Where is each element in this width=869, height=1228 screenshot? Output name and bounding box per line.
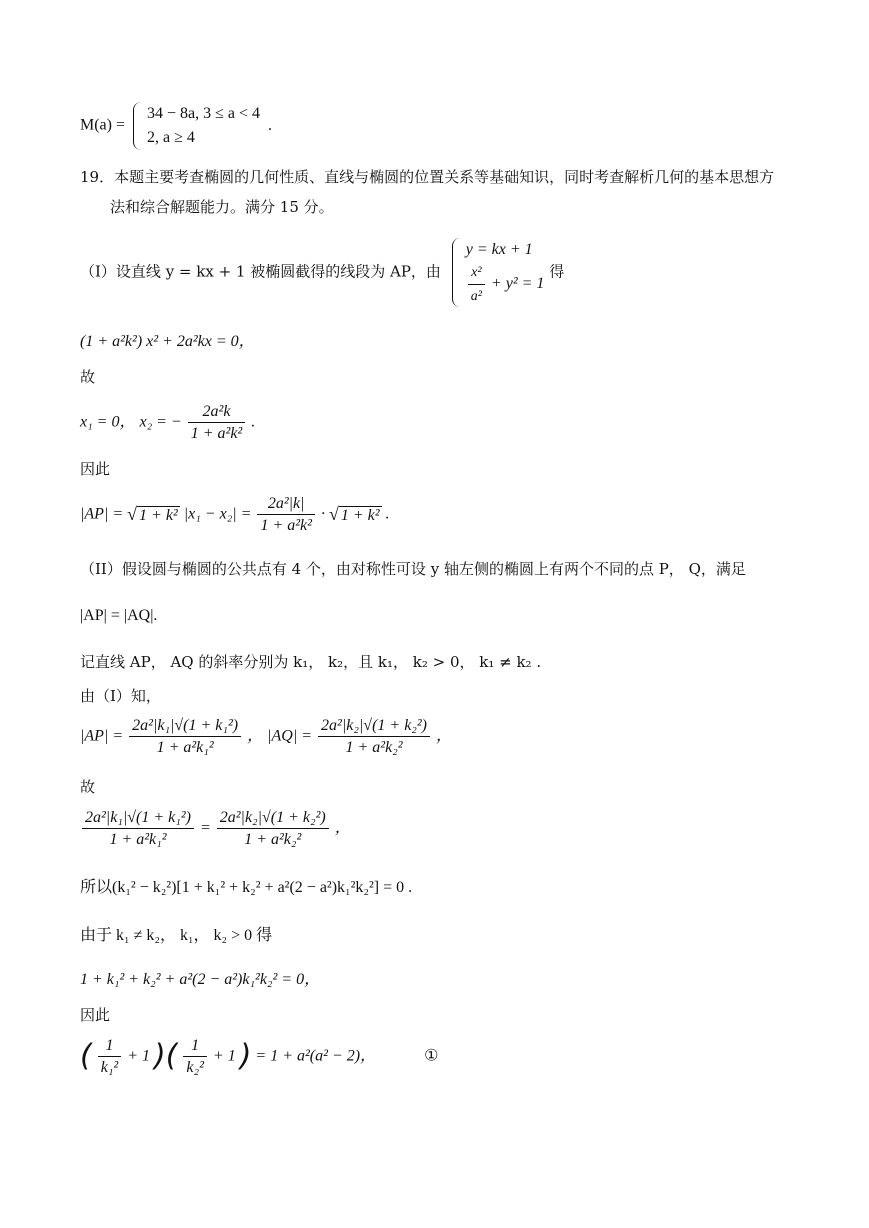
yinci-1: 因此 bbox=[80, 460, 111, 478]
m-case2: 2, a ≥ 4 bbox=[147, 129, 195, 146]
eq8: 由于 k₁ ≠ k₂， k₁， k₂ > 0 得 bbox=[80, 927, 273, 944]
q19-line2: 法和综合解题能力。满分 15 分。 bbox=[110, 198, 334, 216]
eq3-end: . bbox=[385, 505, 390, 523]
gu-1: 故 bbox=[80, 368, 96, 386]
eq10: ( $\frac{1}{\text{k₁²}}$ + 1 )( $\frac{1}{\text{k₂²}}$ + 1 ) = 1 + a²(a² − 2)， ① bbox=[80, 1037, 439, 1077]
eq10-num1: 1 bbox=[98, 1036, 121, 1057]
eq10-plus2: + 1 bbox=[212, 1047, 236, 1065]
line-k: 记直线 AP， AQ 的斜率分别为 k₁， k₂，且 k₁， k₂ > 0， k₁ ≠ k₂ . bbox=[80, 653, 542, 671]
eq2-end: . bbox=[251, 413, 256, 431]
eq6-mid: = bbox=[199, 819, 211, 837]
eq4: |AP| = |AQ|. bbox=[80, 607, 158, 624]
eq3: |AP| = √ 1 + k² |x₁ − x₂| = $\frac{\text{2a²|k|}}{\text{1 + a²k²}}$ · √ 1 + k² . bbox=[80, 495, 390, 535]
m-tail: . bbox=[268, 116, 273, 134]
eq5-num1: 2a²|k₁|√(1 + k₁²) bbox=[129, 716, 241, 737]
eq10-num2: 1 bbox=[183, 1036, 206, 1057]
eq6 bbox=[80, 808, 351, 849]
eq10-den2: k₂² bbox=[186, 1059, 204, 1077]
eq10-den1: k₁² bbox=[100, 1059, 119, 1077]
eq2 bbox=[80, 402, 255, 443]
eq5-num2: 2a²|k₂|√(1 + k₂²) bbox=[318, 716, 430, 737]
eq3-den: 1 + a²k² bbox=[260, 517, 312, 535]
eq7: 所以(k₁² − k₂²)[1 + k₁² + k₂² + a²(2 − a²)k₁²k₂²] = 0 . bbox=[80, 879, 413, 896]
part2-text: （II）假设圆与椭圆的公共点有 4 个，由对称性可设 y 轴左侧的椭圆上有两个不同的点 P， Q，满足 bbox=[80, 560, 746, 578]
yinci-2: 因此 bbox=[80, 1006, 111, 1024]
part1-system: y = kx + 1 $\frac{\text{x²}}{\text{a²}}$ + y² = 1 bbox=[452, 238, 545, 307]
eq6-den2: 1 + a²k₂² bbox=[244, 831, 302, 849]
eq3-dot: · bbox=[320, 505, 329, 523]
eq6-end: ， bbox=[334, 819, 351, 837]
piecewise-m-a bbox=[80, 102, 272, 150]
eq3-num: 2a²|k| bbox=[257, 494, 315, 515]
q19-paragraph bbox=[80, 162, 799, 222]
eq3-rad: 1 + k² bbox=[139, 506, 178, 524]
part1-row bbox=[80, 238, 564, 307]
eq5-den2: 1 + a²k₂² bbox=[345, 739, 403, 757]
eq6-num1: 2a²|k₁|√(1 + k₁²) bbox=[82, 808, 194, 829]
eq2-num: 2a²k bbox=[188, 402, 246, 423]
m-lhs: M(a) = bbox=[80, 116, 126, 134]
eq2-lhs: x₁ = 0， x₂ = − bbox=[80, 413, 182, 431]
gu-2: 故 bbox=[80, 778, 96, 796]
eq2-den: 1 + a²k² bbox=[190, 425, 243, 443]
eq6-num2: 2a²|k₂|√(1 + k₂²) bbox=[217, 808, 329, 829]
eq3-rad2: 1 + k² bbox=[340, 506, 380, 524]
part1-get: 得 bbox=[549, 262, 565, 281]
q19-line1: 19．本题主要考查椭圆的几何性质、直线与椭圆的位置关系等基础知识，同时考查解析几何的基本思想方 bbox=[80, 168, 775, 186]
part1-sys-line1: y = kx + 1 bbox=[465, 241, 533, 258]
eq5 bbox=[80, 716, 452, 757]
eq5-mid: ， |AQ| = bbox=[247, 727, 313, 745]
m-case1: 34 − 8a, 3 ≤ a < 4 bbox=[147, 105, 261, 122]
eq5-den1: 1 + a²k₁² bbox=[156, 739, 214, 757]
eq3-mid: |x₁ − x₂| = bbox=[183, 505, 256, 523]
eq9: 1 + k₁² + k₂² + a²(2 − a²)k₁²k₂² = 0， bbox=[80, 971, 321, 988]
eq10-rhs: = 1 + a²(a² − 2)， bbox=[255, 1047, 377, 1065]
part1-sys-line2: + y² = 1 bbox=[490, 275, 545, 293]
circle-one-marker: ① bbox=[424, 1047, 439, 1065]
eq3-lhs: |AP| = bbox=[80, 505, 128, 523]
eq10-plus1: + 1 bbox=[127, 1047, 150, 1065]
eq5-end: ， bbox=[435, 727, 452, 745]
part1-text: （I）设直线 y = kx + 1 被椭圆截得的线段为 AP，由 bbox=[80, 262, 441, 281]
eq1: (1 + a²k²) x² + 2a²kx = 0， bbox=[80, 333, 255, 350]
you-1: 由（I）知， bbox=[80, 687, 161, 705]
eq6-den1: 1 + a²k₁² bbox=[109, 831, 167, 849]
eq5-lhs: |AP| = bbox=[80, 727, 124, 745]
